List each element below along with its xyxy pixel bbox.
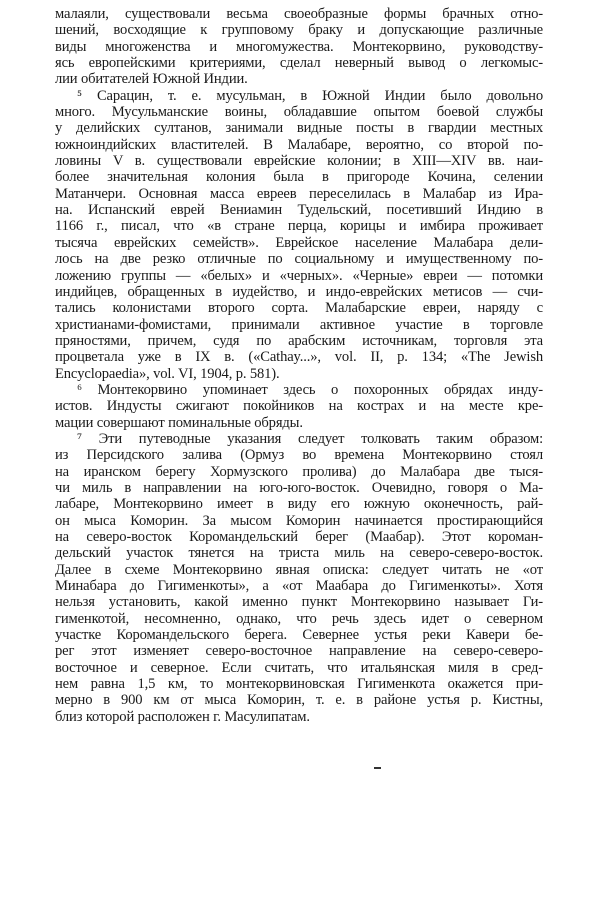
text-line: более значительная колония была в пригороде Кочина, селении [55,169,543,186]
text-line: процветала уже в IX в. («Cathay...», vol. II, p. 134; «The Jewish [55,349,543,366]
text-line: тысяча еврейских семейств». Еврейское население Малабара дели- [55,234,543,251]
text-line: Далее в схеме Монтекорвино явная описка: следует читать не «от [55,561,543,578]
text-line: истов. Индусты сжигают покойников на кострах и на месте кре- [55,398,543,415]
text-line: близ которой расположен г. Масулипатам. [55,708,310,725]
footnotes-text-block [55,6,543,725]
text-line: на северо-восток Коромандельский берег (Маабар). Этот короман- [55,529,543,545]
text-line: ложению группы — «белых» и «черных». «Черные» евреи — потомки [55,267,543,284]
text-line: чи миль в направлении на юго-юго-восток. Очевидно, говоря о Ма- [55,479,543,496]
text-line: южноиндийских властителей. В Малабаре, вероятно, со второй по- [55,136,543,153]
text-line: ⁶ Монтекорвино упоминает здесь о похоронных обрядах инду- [77,381,543,398]
text-line: нем равна 1,5 км, то монтекорвиновская Гигименкота окажется при- [55,676,543,693]
text-line: 1166 г., писал, что «в стране перца, корицы и имбира проживает [55,218,543,235]
text-line: ⁷ Эти путеводные указания следует толковать таким образом: [77,430,543,447]
text-line: пряностями, причем, судя по арабским источникам, торговля эта [55,332,543,349]
text-line: рег этот изменяет северо-восточное направление на северо-северо- [55,643,543,660]
text-line: он мыса Коморин. За мысом Коморин начинается простирающийся [55,512,543,529]
text-line: ловины V в. существовали еврейские колонии; в XIII—XIV вв. наи- [55,153,543,170]
text-line: лии обитателей Южной Индии. [55,71,248,88]
text-line: у делийских султанов, занимали видные посты в гвардии местных [55,120,543,137]
text-line: на. Испанский еврей Вениамин Тудельский, посетивший Индию в [55,202,543,219]
text-line: участке Коромандельского берега. Севернее устья реки Кавери бе- [55,627,543,644]
text-line: Минабара до Гигименкоты», а «от Маабара до Гигименкоты». Хотя [55,578,543,595]
text-line: малаяли, существовали весьма своеобразные формы брачных отно- [55,6,543,22]
text-line: дельский участок тянется на триста миль на северо-северо-восток. [55,545,543,562]
text-line: мерно в 900 км от мыса Коморин, т. е. в районе устья р. Кистны, [55,692,543,709]
text-line: шений, восходящие к групповому браку и допускающие различные [55,22,543,39]
text-line: тались колонистами второго сорта. Малабарские евреи, наряду с [55,300,543,317]
text-line: лось на две резко отличные по социальному и имущественному по- [55,251,543,268]
text-line: христианами-фомистами, принимали активное участие в торговле [55,316,543,333]
text-line: гименкотой, несомненно, однако, что речь здесь идет о северном [55,610,543,627]
scan-mark [374,767,381,769]
text-line: на иранском берегу Хормузского пролива) до Малабара две тыся- [55,463,543,480]
text-line: лабаре, Монтекорвино имеет в виду его южную оконечность, рай- [55,496,543,513]
text-line: ⁵ Сарацин, т. е. мусульман, в Южной Индии было довольно [77,87,543,104]
text-line: мации совершают поминальные обряды. [55,414,303,431]
text-line: много. Мусульманские воины, обладавшие опытом боевой службы [55,104,543,121]
text-line: нельзя установить, какой именно пункт Монтекорвино называет Ги- [55,594,543,611]
text-line: ясь европейскими критериями, сделал неверный вывод о легкомыс- [55,55,543,72]
text-line: из Персидского залива (Ормуз во времена Монтекорвино стоял [55,447,543,464]
text-line: индийцев, обращенных в иудейство, и индо-еврейских метисов — счи- [55,283,543,300]
text-line: Encyclopaedia», vol. VI, 1904, p. 581). [55,365,280,382]
text-line: восточное и северное. Если считать, что итальянская миля в сред- [55,659,543,676]
text-line: Матанчери. Основная масса евреев переселилась в Малабар из Ира- [55,185,543,202]
text-line: виды многоженства и многомужества. Монтекорвино, руководству- [55,38,543,55]
